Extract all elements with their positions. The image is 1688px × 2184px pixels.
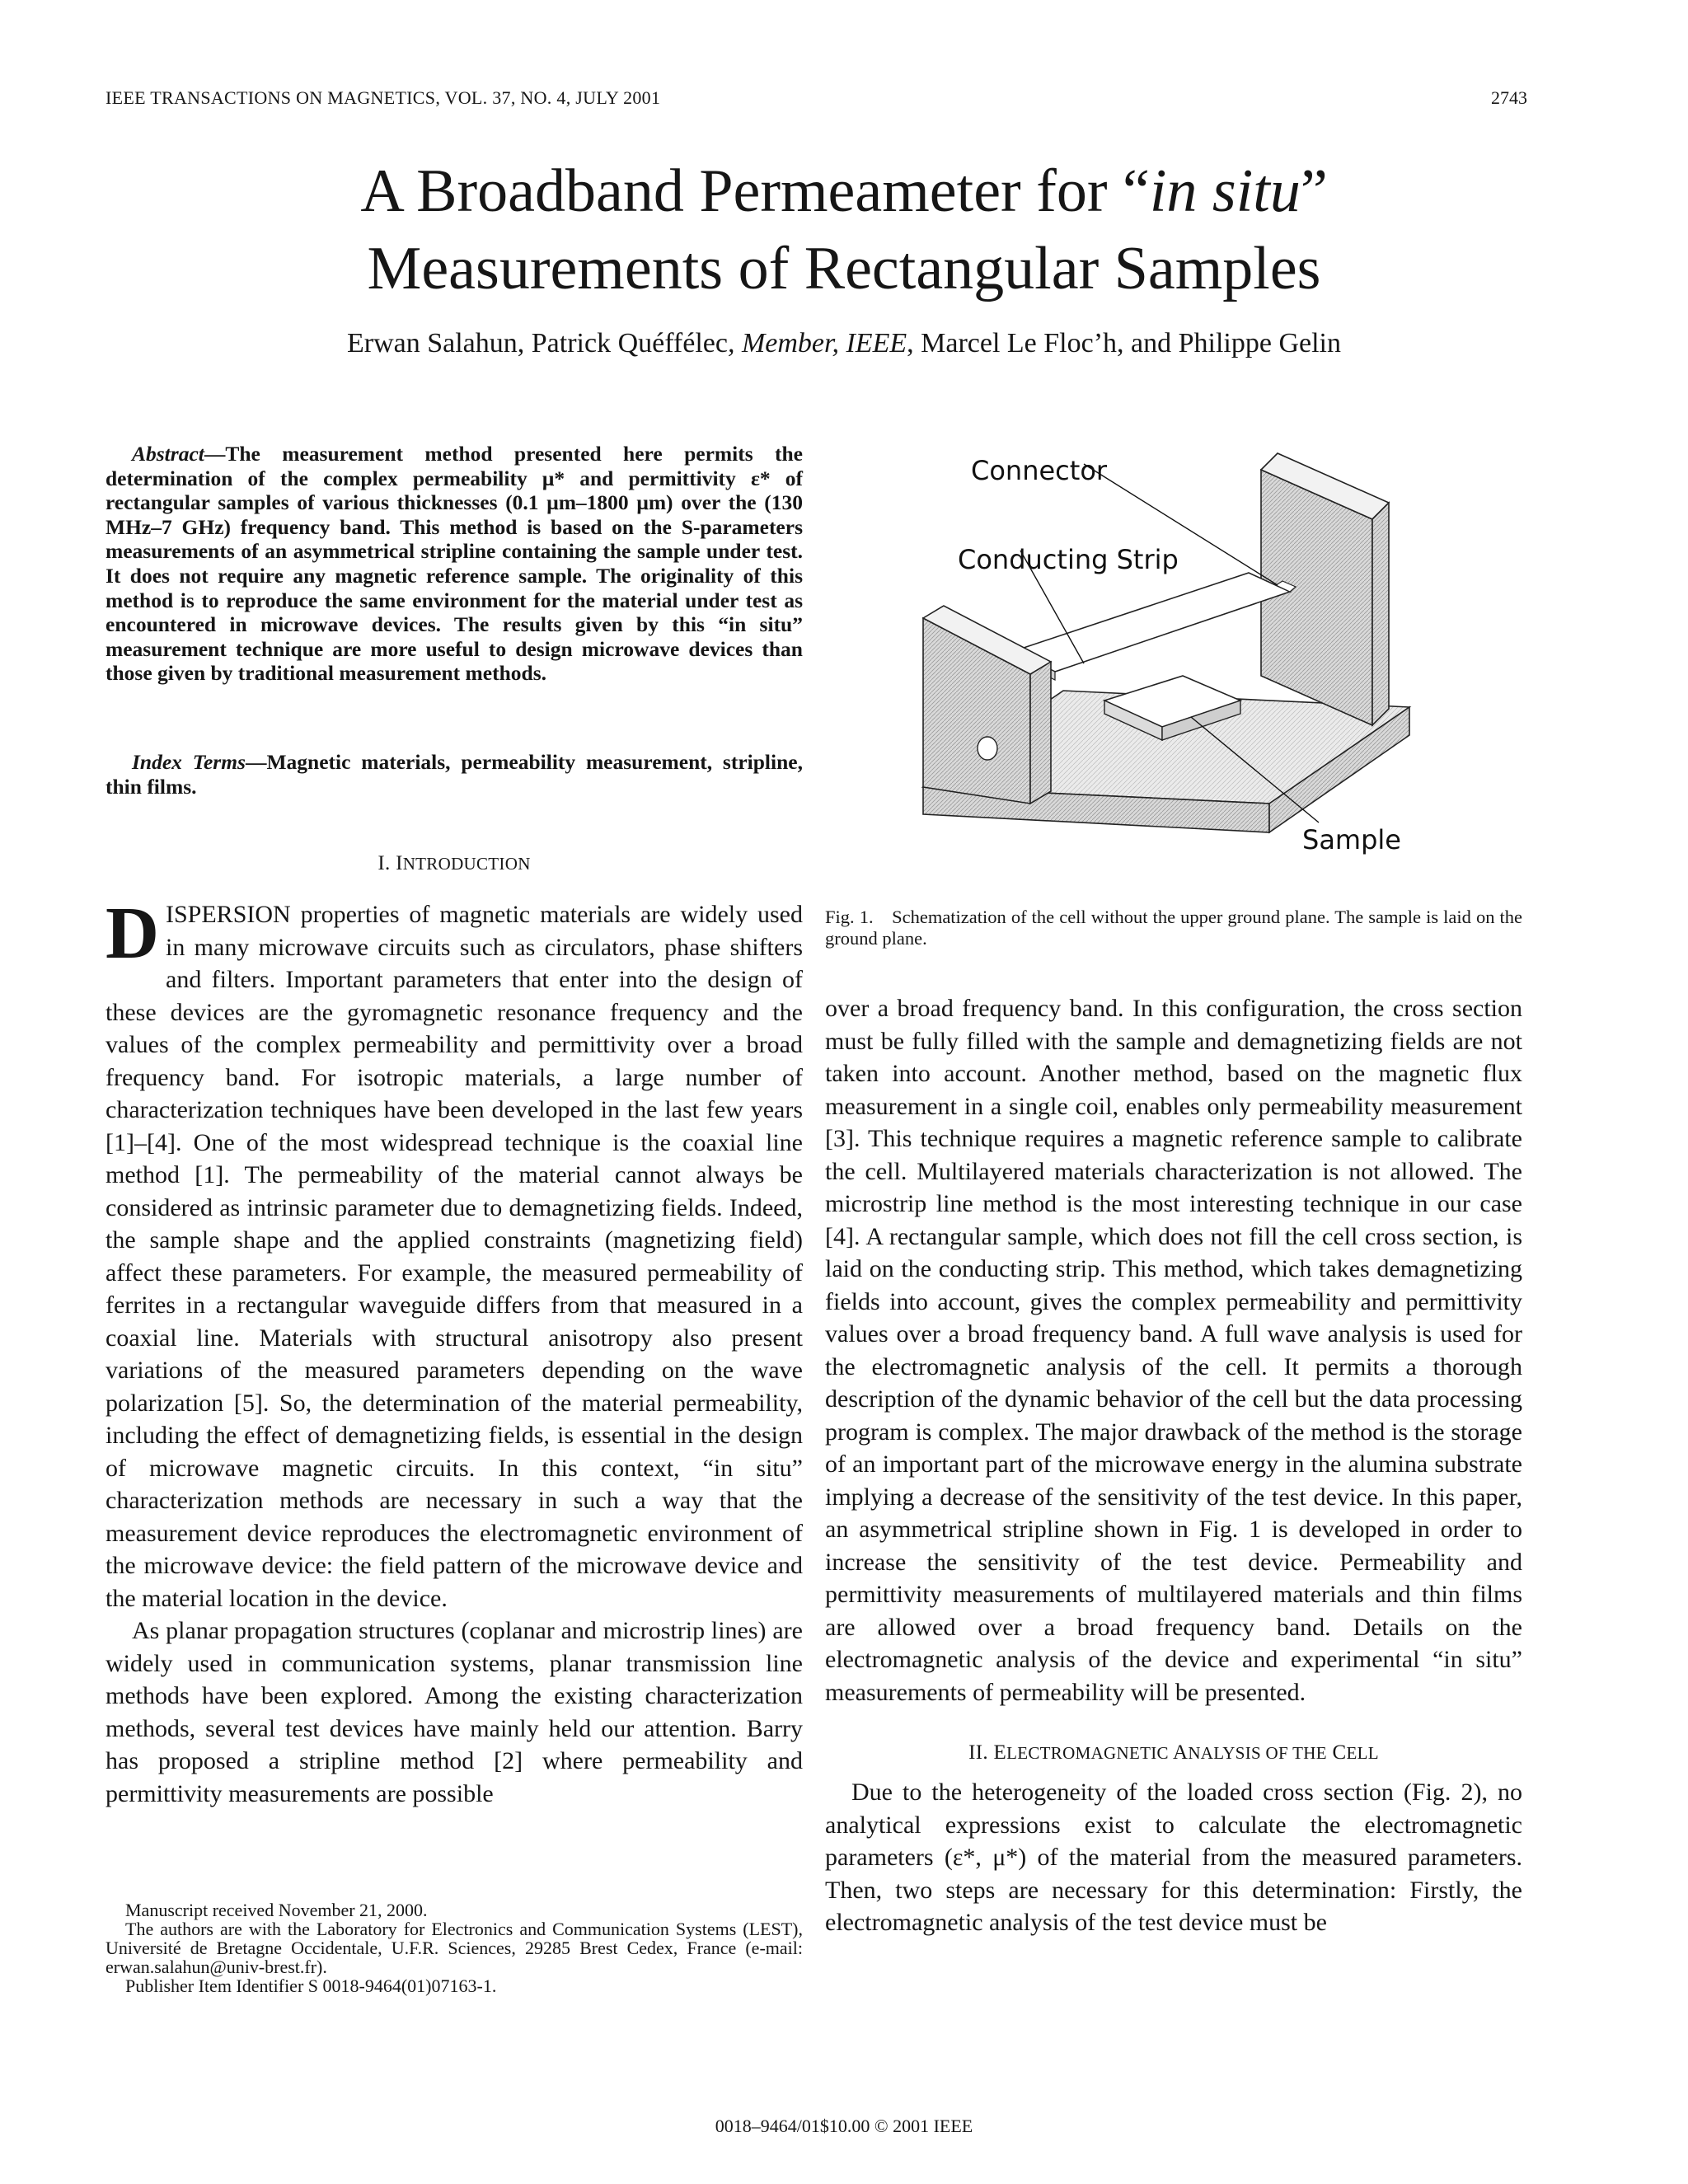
footnote-received: Manuscript received November 21, 2000. bbox=[125, 1900, 428, 1920]
title-line1-italic: in situ bbox=[1149, 157, 1301, 225]
section2-w2-initial: A bbox=[1172, 1741, 1189, 1764]
journal-header: IEEE TRANSACTIONS ON MAGNETICS, VOL. 37, NO. 4, JULY 2001 bbox=[106, 87, 661, 108]
right-wall-side bbox=[1372, 503, 1389, 725]
figure-1-cell-schematic bbox=[915, 429, 1426, 890]
figure-1-caption: Fig. 1. Schematization of the cell without the upper ground plane. The sample is laid on the ground plane. bbox=[825, 907, 1522, 949]
sample-label: Sample bbox=[1302, 824, 1401, 855]
author-list bbox=[0, 328, 1688, 359]
title-line1-suffix: ” bbox=[1300, 157, 1328, 225]
page-number: 2743 bbox=[1491, 87, 1527, 108]
section2-w2-rest: NALYSIS OF THE bbox=[1188, 1743, 1327, 1763]
title-line2: Measurements of Rectangular Samples bbox=[367, 235, 1321, 302]
paper-title bbox=[0, 152, 1688, 307]
drop-cap: D bbox=[106, 893, 159, 974]
section-heading-introduction bbox=[106, 852, 803, 875]
intro-paragraph-1 bbox=[106, 893, 803, 1615]
abstract-label: Abstract bbox=[132, 442, 204, 466]
index-terms bbox=[106, 750, 803, 799]
intro-column bbox=[106, 893, 803, 1810]
section-heading-em-analysis bbox=[825, 1741, 1522, 1765]
index-terms-label: Index Terms bbox=[132, 750, 246, 774]
footnote-affiliation: The authors are with the Laboratory for Electronics and Communication Systems (LEST), Université de Bretagne Occidentale, U.F.R. Sciences, 29285 Brest Cedex, France (e-mail: erwan.salahun@univ-brest.fr). bbox=[106, 1919, 803, 1977]
conducting-strip-label: Conducting Strip bbox=[958, 544, 1179, 575]
coax-port-hole bbox=[978, 737, 997, 760]
section2-w1-rest: LECTROMAGNETIC bbox=[1006, 1743, 1169, 1763]
intro-paragraph-1-text: ISPERSION properties of magnetic materials are widely used in many microwave circuits such as circulators, phase shifters and filters. Important parameters that enter into the design of these devices are the gyromagnetic resonance frequency and the values of the complex permeability and permittivity over a broad frequency band. For isotropic materials, a large number of characterization techniques have been developed in the last few years [1]–[4]. One of the most widespread technique is the coaxial line method [1]. The permeability of the material cannot always be considered as intrinsic parameter due to demagnetizing fields. Indeed, the sample shape and the applied constraints (magnetizing field) affect these parameters. For example, the measured permeability of ferrites in a rectangular waveguide differs from that measured in a coaxial line. Materials with structural anisotropy also present variations of the measured parameters depending on the wave polarization [5]. So, the determination of the material permeability, including the effect of demagnetizing fields, is essential in the design of microwave magnetic circuits. In this context, “in situ” characterization methods are necessary in such a way that the measurement device reproduces the electromagnetic environment of the microwave device: the field pattern of the microwave device and the material location in the device. bbox=[106, 901, 803, 1612]
footnotes bbox=[106, 1900, 803, 1995]
intro-paragraph-2-continued: over a broad frequency band. In this configuration, the cross section must be fully filled with the sample and demagnetizing fields are not taken into account. Another method, based on the magnetic flux measurement in a single coil, enables only permeability measurement [3]. This technique requires a magnetic reference sample to calibrate the cell. Multilayered materials characterization is not allowed. The microstrip line method is the most interesting technique in our case [4]. A rectangular sample, which does not fill the cell cross section, is laid on the conducting strip. This method, which takes demagnetizing fields into account, gives the complex permeability and permittivity values over a broad frequency band. A full wave analysis is used for the electromagnetic analysis of the cell. It permits a thorough description of the dynamic behavior of the cell but the data processing program is complex. The major drawback of the method is the storage of an important part of the microwave energy in the alumina substrate implying a decrease of the sensitivity of the test device. In this paper, an asymmetrical stripline shown in Fig. 1 is developed in order to increase the sensitivity of the test device. Permeability and permittivity measurements of multilayered materials and thin films are allowed over a broad frequency band. Details on the electromagnetic analysis of the device and experimental “in situ” measurements of permeability will be presented. bbox=[825, 995, 1522, 1706]
section1-title-rest: NTRODUCTION bbox=[402, 854, 531, 874]
copyright-footer: 0018–9464/01$10.00 © 2001 IEEE bbox=[715, 2116, 973, 2136]
section2-w1-initial: E bbox=[993, 1741, 1007, 1764]
title-line1-prefix: A Broadband Permeameter for “ bbox=[360, 157, 1150, 225]
authors-member: , Member, IEEE bbox=[727, 328, 907, 359]
section2-number: II. bbox=[968, 1741, 994, 1764]
section1-number: I. bbox=[377, 852, 396, 874]
authors-part1: Erwan Salahun, Patrick Quéffélec bbox=[346, 328, 728, 359]
abstract bbox=[106, 442, 803, 686]
section1-initial: I bbox=[396, 852, 403, 874]
footnote-publisher-id: Publisher Item Identifier S 0018-9464(01)07163-1. bbox=[125, 1975, 497, 1996]
section2-w3-rest: ELL bbox=[1346, 1743, 1379, 1763]
index-terms-text: —Magnetic materials, permeability measurement, stripline, thin films. bbox=[106, 750, 803, 799]
conducting-strip-top bbox=[1014, 573, 1290, 672]
right-column bbox=[825, 992, 1522, 1939]
section2-w3-initial: C bbox=[1332, 1741, 1347, 1764]
intro-paragraph-2: As planar propagation structures (coplanar and microstrip lines) are widely used in communication systems, planar transmission line methods have been explored. Among the existing characterization methods, several test devices have mainly held our attention. Barry has proposed a stripline method [2] where permeability and permittivity measurements are possible bbox=[106, 1617, 803, 1807]
abstract-text: —The measurement method presented here permits the determination of the complex permeability μ* and permittivity ε* of rectangular samples of various thicknesses (0.1 μm–1800 μm) over the (130 MHz–7 GHz) frequency band. This method is based on the S-parameters measurements of an asymmetrical stripline containing the sample under test. It does not require any magnetic reference sample. The originality of this method is to reproduce the same environment for the material under test as encountered in microwave devices. The results given by this “in situ” measurement technique are more useful to design microwave devices than those given by traditional measurement methods. bbox=[106, 442, 803, 686]
authors-part2: , Marcel Le Floc’h, and Philippe Gelin bbox=[907, 328, 1341, 359]
section2-paragraph-1: Due to the heterogeneity of the loaded cross section (Fig. 2), no analytical expressions exist to calculate the electromagnetic parameters (ε*, μ*) of the material from the measured parameters. Then, two steps are necessary for this determination: Firstly, the electromagnetic analysis of the test device must be bbox=[825, 1779, 1522, 1936]
left-wall-side bbox=[1030, 662, 1051, 804]
connector-label: Connector bbox=[971, 455, 1108, 486]
